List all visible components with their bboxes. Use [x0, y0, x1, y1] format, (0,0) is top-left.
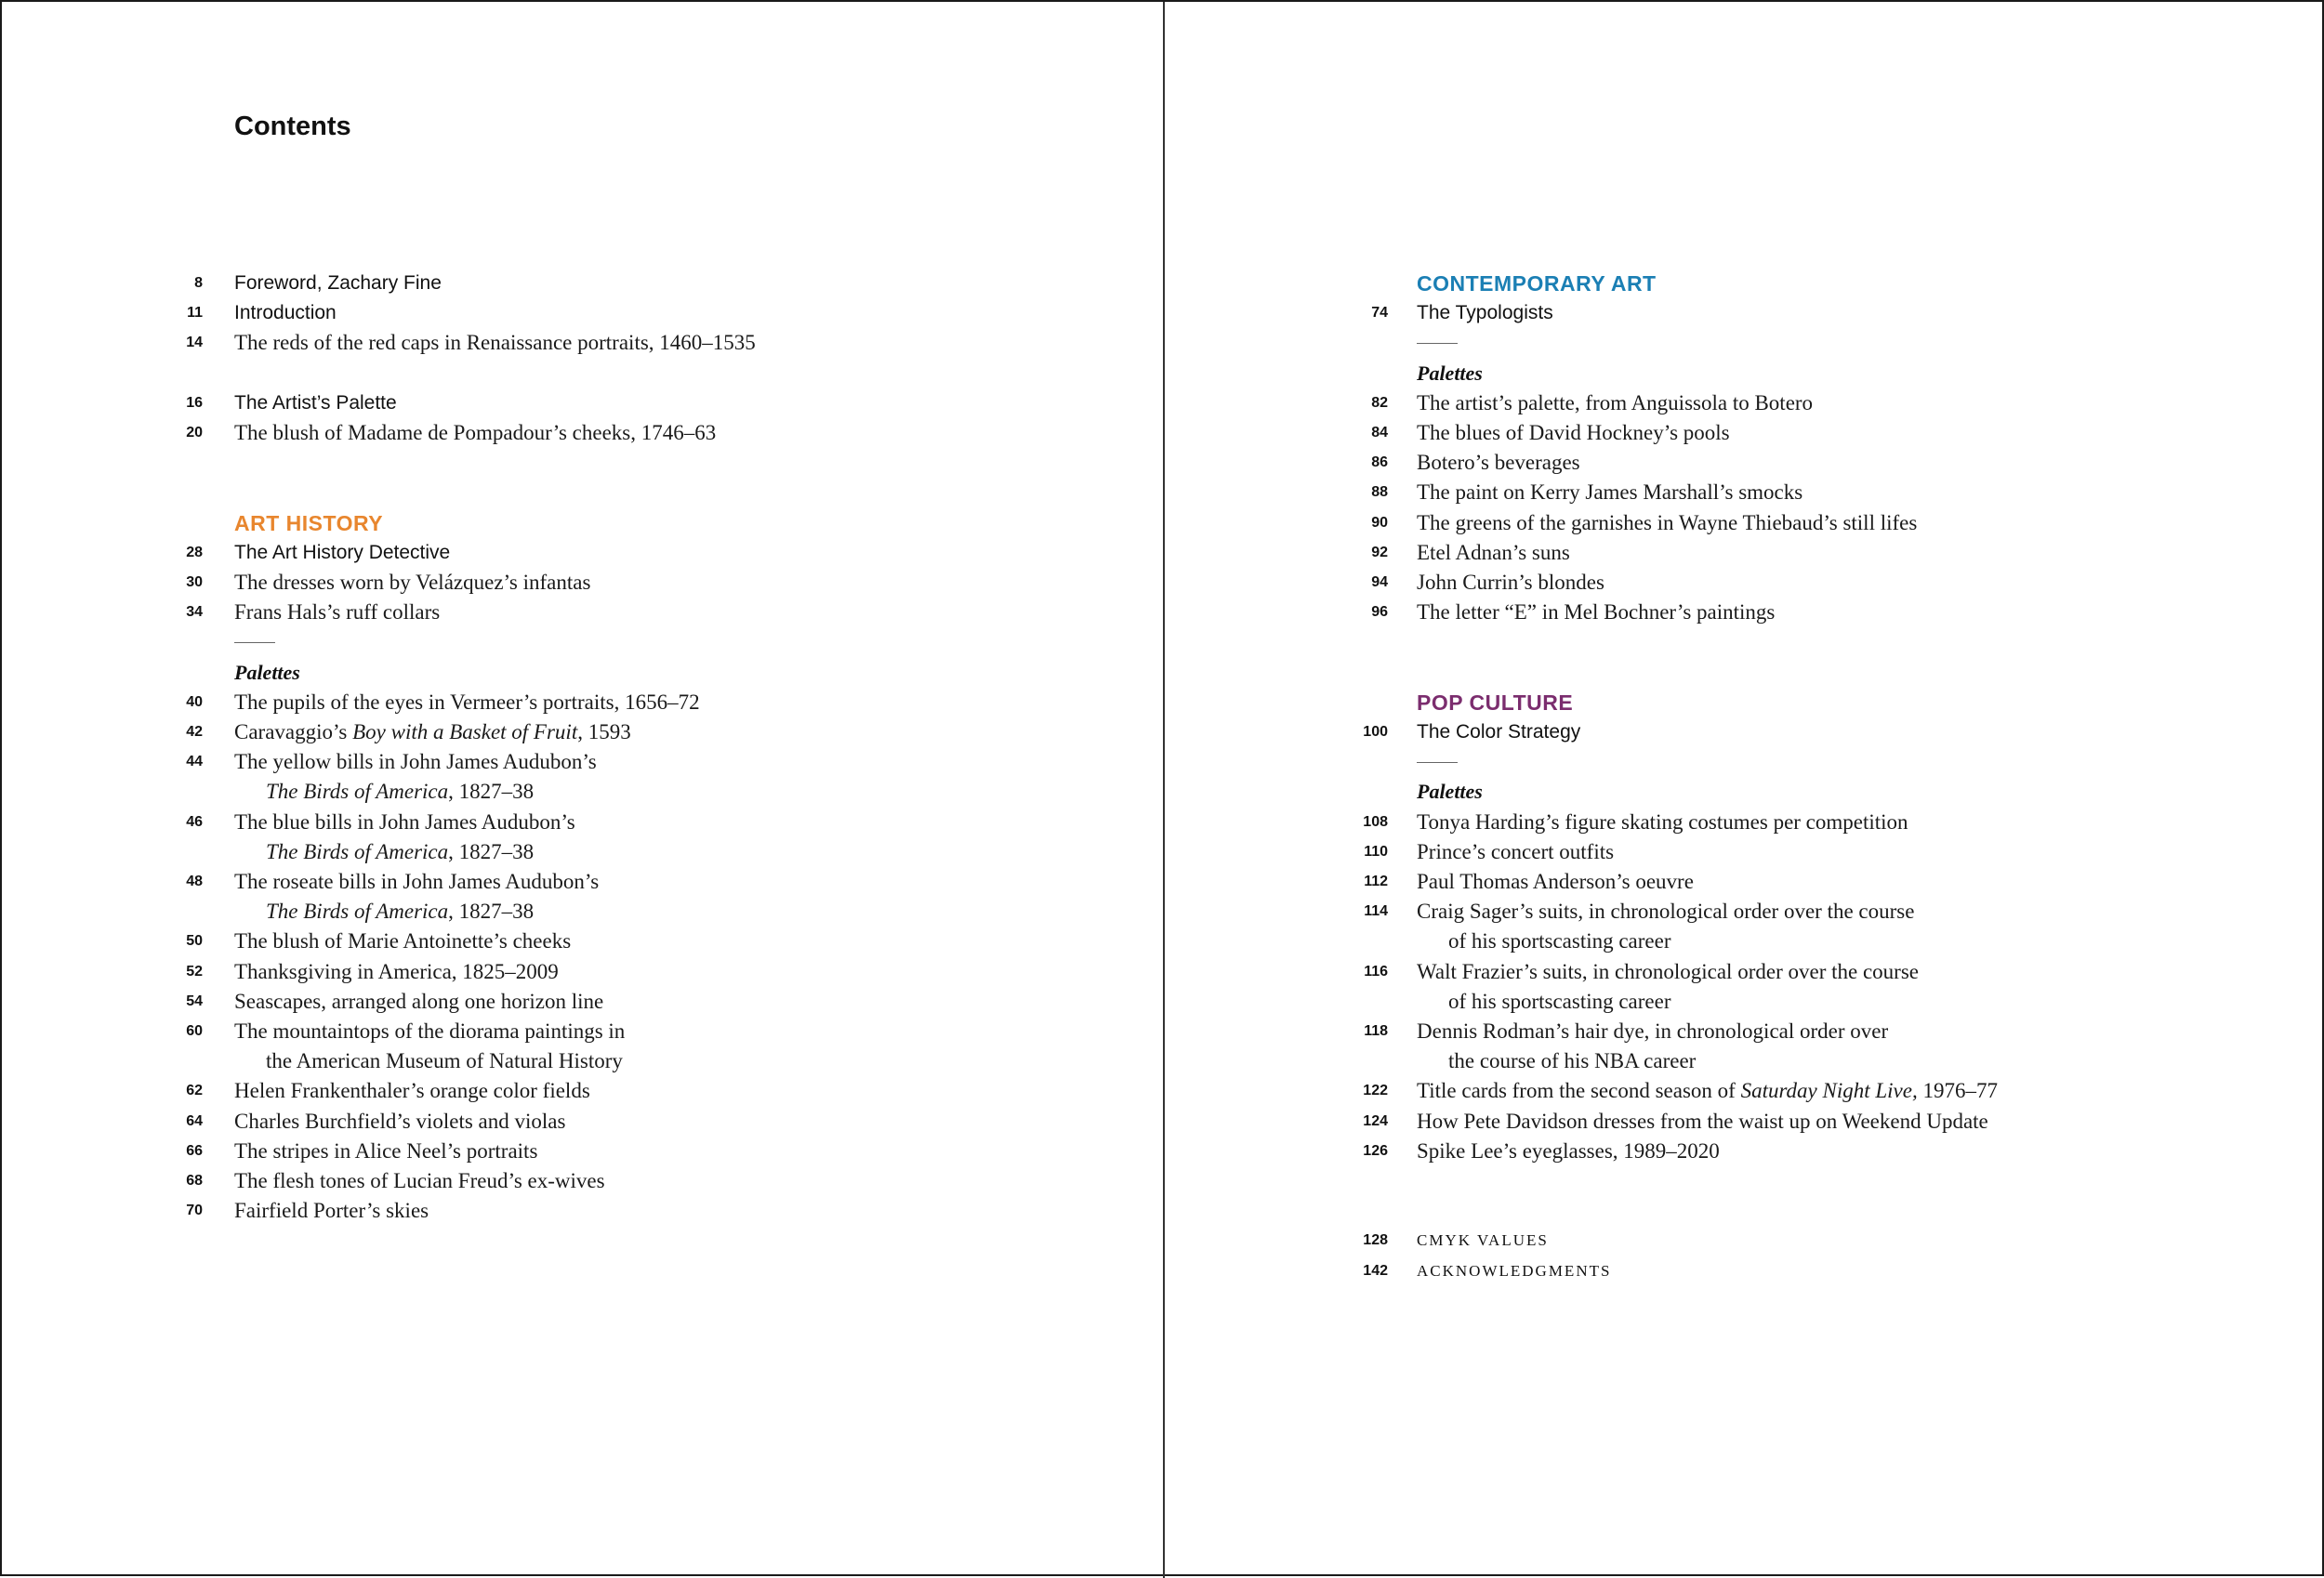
toc-page-number: 96: [1371, 604, 1388, 621]
toc-entry-title: The artist’s palette, from Anguissola to Botero: [1417, 390, 1814, 414]
toc-entry-title: Frans Hals’s ruff collars: [234, 600, 441, 625]
toc-entry-title: Spike Lee’s eyeglasses, 1989–2020: [1417, 1138, 1720, 1163]
toc-page-number: 82: [1371, 394, 1388, 411]
toc-entry-continuation: the course of his NBA career: [1448, 1049, 1697, 1073]
toc-entry-title: The reds of the red caps in Renaissance portraits, 1460–1535: [234, 331, 756, 355]
toc-entry-title: Dennis Rodman’s hair dye, in chronological order over: [1417, 1019, 1889, 1043]
toc-page-number: 66: [186, 1142, 203, 1159]
toc-entry-title: The Artist’s Palette: [234, 391, 397, 414]
toc-page-number: 40: [186, 693, 203, 710]
toc-page-number: 122: [1363, 1083, 1388, 1099]
toc-entry-title: The Color Strategy: [1417, 721, 1581, 743]
contents-title: Contents: [234, 112, 351, 141]
toc-entry-title: The blues of David Hockney’s pools: [1417, 421, 1730, 444]
toc-page-number: 46: [186, 813, 203, 830]
toc-entry-title: The mountaintops of the diorama paintings in: [234, 1019, 626, 1043]
toc-entry-continuation: The Birds of America, 1827–38: [266, 900, 535, 924]
toc-page-number: 114: [1364, 903, 1388, 920]
toc-page-number: 20: [186, 425, 203, 441]
toc-entry-title: John Currin’s blondes: [1417, 571, 1604, 594]
toc-entry-title: The greens of the garnishes in Wayne Thiebaud’s still lifes: [1417, 510, 1918, 534]
toc-page-number: 8: [194, 275, 203, 291]
toc-entry-title: The pupils of the eyes in Vermeer’s portraits, 1656–72: [234, 690, 700, 714]
toc-entry-continuation: of his sportscasting career: [1448, 989, 1671, 1013]
section-heading: CONTEMPORARY ART: [1417, 271, 1657, 296]
toc-page-number: 90: [1371, 514, 1388, 531]
toc-entry-title: Paul Thomas Anderson’s oeuvre: [1417, 870, 1694, 893]
toc-entry-title: Thanksgiving in America, 1825–2009: [234, 959, 559, 983]
toc-entry-title: Craig Sager’s suits, in chronological order over the course: [1417, 900, 1915, 924]
toc-page-number: 88: [1371, 484, 1388, 501]
toc-page-number: 16: [186, 394, 203, 411]
toc-entry-continuation: The Birds of America, 1827–38: [266, 839, 535, 863]
toc-page-number: 11: [187, 305, 203, 322]
section-heading: ART HISTORY: [234, 510, 384, 535]
toc-page-number: 54: [186, 993, 203, 1009]
toc-page-number: 142: [1363, 1262, 1388, 1279]
toc-entry-title: The stripes in Alice Neel’s portraits: [234, 1138, 538, 1163]
toc-entry-title: Foreword, Zachary Fine: [234, 272, 442, 294]
toc-page-number: 60: [186, 1023, 203, 1039]
toc-page-number: 48: [186, 874, 203, 889]
toc-entry-title: The blush of Madame de Pompadour’s cheeks, 1746–63: [234, 421, 717, 444]
right-page: [1165, 2, 2324, 1578]
toc-page-number: 28: [186, 544, 203, 560]
toc-page-number: 116: [1364, 963, 1388, 980]
toc-entry-title: Title cards from the second season of Saturday Night Live, 1976–77: [1417, 1079, 1998, 1103]
toc-entry-title: ACKNOWLEDGMENTS: [1417, 1261, 1612, 1280]
toc-entry-title: The yellow bills in John James Audubon’s: [234, 750, 597, 774]
toc-page-number: 34: [186, 604, 203, 621]
toc-page-number: 86: [1371, 454, 1388, 471]
toc-page-number: 70: [186, 1203, 203, 1219]
toc-page-number: 92: [1371, 544, 1388, 560]
left-page: [2, 2, 1163, 1578]
toc-entry-title: The roseate bills in John James Audubon’s: [234, 870, 600, 893]
toc-page-number: 68: [186, 1173, 203, 1189]
toc-entry-title: Introduction: [234, 302, 337, 324]
palettes-label: Palettes: [1417, 361, 1483, 385]
toc-entry-title: Walt Frazier’s suits, in chronological order over the course: [1417, 959, 1919, 983]
toc-page-number: 74: [1371, 305, 1388, 322]
toc-entry-continuation: of his sportscasting career: [1448, 929, 1671, 953]
toc-page-number: 124: [1363, 1112, 1388, 1129]
toc-page-number: 118: [1364, 1023, 1388, 1039]
toc-entry-title: Helen Frankenthaler’s orange color fields: [234, 1079, 590, 1103]
toc-page-number: 110: [1364, 843, 1388, 860]
toc-page-number: 52: [186, 963, 203, 980]
italic-title: The Birds of America: [266, 900, 449, 924]
toc-page-number: 100: [1363, 724, 1388, 740]
toc-page-number: 126: [1363, 1142, 1388, 1159]
toc-page-number: 30: [186, 574, 203, 590]
toc-entry-title: Caravaggio’s Boy with a Basket of Fruit, 1593: [234, 720, 631, 743]
toc-entry-title: Prince’s concert outfits: [1417, 839, 1615, 863]
toc-entry-title: Tonya Harding’s figure skating costumes per competition: [1417, 809, 1908, 834]
italic-title: The Birds of America: [266, 839, 449, 863]
toc-page-number: 42: [186, 724, 203, 740]
toc-entry-title: The blue bills in John James Audubon’s: [234, 809, 575, 834]
toc-entry-title: The flesh tones of Lucian Freud’s ex-wives: [234, 1169, 605, 1192]
toc-entry-title: The Art History Detective: [234, 541, 451, 563]
toc-entry-title: The blush of Marie Antoinette’s cheeks: [234, 929, 572, 953]
italic-title: Boy with a Basket of Fruit: [352, 720, 578, 743]
toc-page-number: 14: [186, 335, 203, 351]
italic-title: Saturday Night Live,: [1740, 1079, 1918, 1103]
section-divider: [1417, 762, 1458, 763]
toc-page-number: 112: [1364, 874, 1388, 889]
toc-page-number: 44: [186, 754, 203, 770]
toc-entry-title: The paint on Kerry James Marshall’s smocks: [1417, 480, 1803, 505]
toc-page-number: 84: [1371, 425, 1388, 441]
toc-entry-title: Botero’s beverages: [1417, 451, 1580, 475]
toc-entry-continuation: The Birds of America, 1827–38: [266, 780, 535, 804]
palettes-label: Palettes: [234, 660, 300, 684]
toc-entry-title: The dresses worn by Velázquez’s infantas: [234, 571, 591, 594]
toc-page-number: 62: [186, 1083, 203, 1099]
toc-entry-continuation: the American Museum of Natural History: [266, 1049, 623, 1073]
toc-page-number: 128: [1363, 1232, 1388, 1249]
toc-entry-title: Etel Adnan’s suns: [1417, 540, 1570, 564]
toc-page-number: 50: [186, 933, 203, 950]
italic-title: The Birds of America: [266, 780, 449, 804]
toc-page-number: 64: [186, 1112, 203, 1129]
palettes-label: Palettes: [1417, 780, 1483, 804]
toc-page-number: 108: [1363, 813, 1388, 830]
toc-entry-title: Seascapes, arranged along one horizon line: [234, 989, 604, 1013]
toc-entry-title: CMYK VALUES: [1417, 1231, 1549, 1250]
toc-entry-title: Fairfield Porter’s skies: [234, 1199, 429, 1223]
toc-page-number: 94: [1371, 574, 1388, 590]
section-heading: POP CULTURE: [1417, 690, 1574, 715]
section-divider: [234, 642, 275, 643]
section-divider: [1417, 343, 1458, 344]
toc-entry-title: The Typologists: [1417, 302, 1553, 324]
toc-entry-title: How Pete Davidson dresses from the waist up on Weekend Update: [1417, 1109, 1988, 1133]
toc-entry-title: Charles Burchfield’s violets and violas: [234, 1109, 566, 1133]
toc-entry-title: The letter “E” in Mel Bochner’s paintings: [1417, 600, 1776, 625]
